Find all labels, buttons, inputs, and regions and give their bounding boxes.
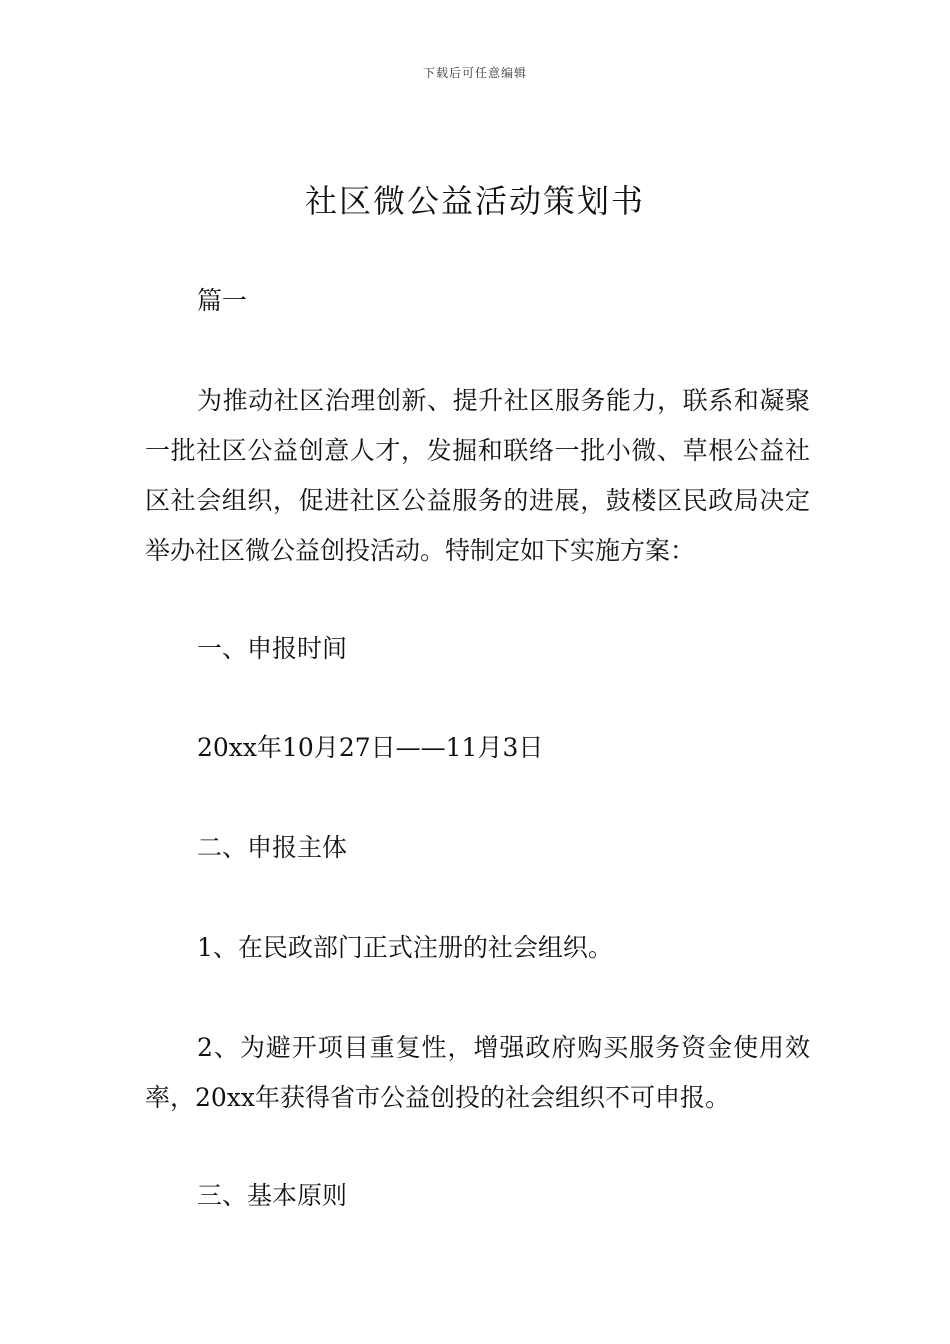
document-title: 社区微公益活动策划书	[304, 182, 645, 220]
intro-paragraph: 为推动社区治理创新、提升社区服务能力，联系和凝聚一批社区公益创意人才，发掘和联络一批小微、草根公益社区社会组织，促进社区公益服务的进展，鼓楼区民政局决定举办社区微公益创投活动。特制定如下实施方案：	[145, 386, 810, 565]
heading-application-subject: 二、申报主体	[197, 833, 348, 862]
section-label: 篇一	[197, 286, 248, 315]
list-item-1: 1、在民政部门正式注册的社会组织。	[197, 933, 613, 962]
heading-application-time: 一、申报时间	[197, 634, 348, 663]
page-header-note: 下载后可任意编辑	[422, 66, 527, 80]
date-range: 20xx年10月27日——11月3日	[197, 733, 544, 762]
list-item-2: 2、为避开项目重复性，增强政府购买服务资金使用效率，20xx年获得省市公益创投的社会组织不可申报。	[145, 1033, 810, 1112]
heading-basic-principles: 三、基本原则	[197, 1181, 348, 1210]
